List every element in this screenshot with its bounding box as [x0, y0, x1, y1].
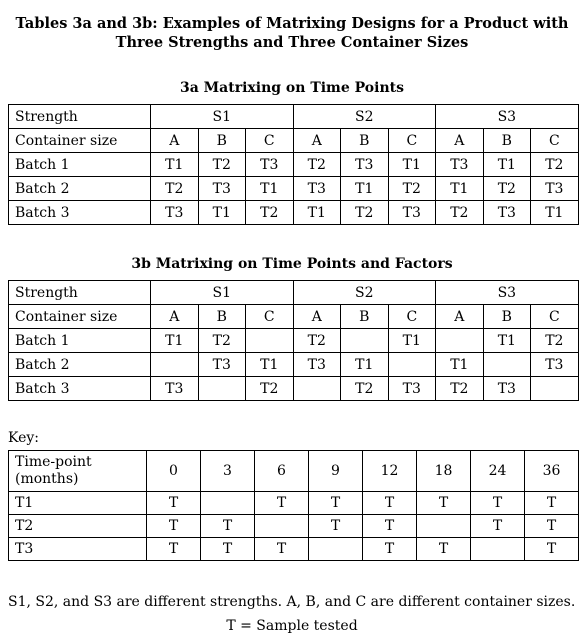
container-row [9, 129, 579, 153]
strength-header: S3 [436, 105, 579, 129]
sample-tested-cell: T [147, 492, 201, 515]
container-header: C [388, 305, 436, 329]
time-point-cell: T3 [246, 153, 294, 177]
strength-header: S1 [151, 281, 294, 305]
sample-tested-cell: T [363, 515, 417, 538]
time-point-cell: T3 [293, 177, 341, 201]
table-3b [8, 280, 579, 401]
month-header: 36 [525, 451, 579, 492]
batch-label: Batch 3 [9, 377, 151, 401]
container-header: A [293, 129, 341, 153]
sample-tested-cell [201, 492, 255, 515]
time-point-cell: T2 [246, 377, 294, 401]
time-point-cell: T3 [293, 353, 341, 377]
time-point-cell: T3 [151, 377, 199, 401]
strength-header: S2 [293, 105, 436, 129]
container-row [9, 305, 579, 329]
document-title: Tables 3a and 3b: Examples of Matrixing Designs for a Product with Three Strengths and Three Container Sizes [15, 15, 569, 51]
time-point-cell: T1 [246, 177, 294, 201]
time-point-cell: T3 [436, 153, 484, 177]
month-header: 3 [201, 451, 255, 492]
month-header: 12 [363, 451, 417, 492]
container-header: B [198, 305, 246, 329]
container-header: C [246, 129, 294, 153]
batch-row [9, 177, 579, 201]
time-point-cell: T2 [388, 177, 436, 201]
time-point-cell: T1 [436, 177, 484, 201]
batch-row [9, 329, 579, 353]
container-header: A [151, 129, 199, 153]
batch-label: Batch 2 [9, 353, 151, 377]
sample-tested-cell: T [309, 492, 363, 515]
table-3a [8, 104, 579, 225]
time-point-cell: T2 [246, 201, 294, 225]
key-row [9, 492, 579, 515]
time-point-cell [198, 377, 246, 401]
table-3b-subtitle: 3b Matrixing on Time Points and Factors [131, 256, 453, 272]
time-point-cell: T3 [151, 201, 199, 225]
container-header: A [436, 129, 484, 153]
time-point-cell: T1 [483, 329, 531, 353]
time-point-cell: T2 [293, 153, 341, 177]
table-3a-subtitle: 3a Matrixing on Time Points [180, 80, 404, 96]
time-point-cell: T1 [436, 353, 484, 377]
key-label: Key: [8, 430, 39, 446]
month-header: 6 [255, 451, 309, 492]
batch-label: Batch 1 [9, 329, 151, 353]
time-point-cell: T1 [483, 153, 531, 177]
time-point-cell: T3 [198, 353, 246, 377]
time-point-cell: T1 [341, 177, 389, 201]
time-point-cell: T3 [483, 377, 531, 401]
sample-tested-cell: T [255, 538, 309, 561]
time-point-cell [341, 329, 389, 353]
batch-row [9, 353, 579, 377]
month-header: 9 [309, 451, 363, 492]
strength-label: Strength [9, 105, 151, 129]
key-table [8, 450, 579, 561]
time-point-cell: T2 [151, 177, 199, 201]
time-point-cell: T1 [388, 329, 436, 353]
batch-label: Batch 3 [9, 201, 151, 225]
key-row [9, 515, 579, 538]
time-point-cell: T1 [341, 353, 389, 377]
container-header: C [246, 305, 294, 329]
time-point-label: Time-point (months) [9, 451, 147, 492]
container-header: B [341, 129, 389, 153]
sample-tested-cell: T [525, 515, 579, 538]
time-point-cell [436, 329, 484, 353]
time-point-cell: T2 [483, 177, 531, 201]
container-label: Container size [9, 129, 151, 153]
strength-header: S1 [151, 105, 294, 129]
container-header: C [531, 305, 579, 329]
batch-label: Batch 2 [9, 177, 151, 201]
strength-row [9, 105, 579, 129]
time-point-cell: T2 [198, 153, 246, 177]
sample-tested-cell: T [471, 492, 525, 515]
key-note: T = Sample tested [226, 618, 358, 634]
time-point-cell: T1 [151, 329, 199, 353]
time-point-cell: T3 [531, 353, 579, 377]
month-header: 0 [147, 451, 201, 492]
month-header: 18 [417, 451, 471, 492]
strength-row [9, 281, 579, 305]
time-point-cell: T1 [293, 201, 341, 225]
key-row-label: T1 [9, 492, 147, 515]
sample-tested-cell [471, 538, 525, 561]
time-point-cell: T1 [198, 201, 246, 225]
time-point-cell: T3 [341, 153, 389, 177]
key-row-label: T2 [9, 515, 147, 538]
container-header: A [293, 305, 341, 329]
sample-tested-cell: T [471, 515, 525, 538]
time-point-cell: T1 [246, 353, 294, 377]
time-point-cell [151, 353, 199, 377]
time-point-cell: T3 [531, 177, 579, 201]
sample-tested-cell: T [201, 538, 255, 561]
batch-label: Batch 1 [9, 153, 151, 177]
time-point-cell: T3 [198, 177, 246, 201]
month-header: 24 [471, 451, 525, 492]
batch-row [9, 377, 579, 401]
container-header: C [531, 129, 579, 153]
time-point-cell [531, 377, 579, 401]
strength-label: Strength [9, 281, 151, 305]
sample-tested-cell: T [417, 538, 471, 561]
key-header-row [9, 451, 579, 492]
container-header: B [341, 305, 389, 329]
footnote: S1, S2, and S3 are different strengths. A, B, and C are different container sizes. [8, 594, 576, 610]
time-point-cell: T1 [531, 201, 579, 225]
container-header: B [483, 129, 531, 153]
container-label: Container size [9, 305, 151, 329]
key-row [9, 538, 579, 561]
time-point-cell: T2 [531, 329, 579, 353]
time-point-cell [483, 353, 531, 377]
strength-header: S3 [436, 281, 579, 305]
container-header: A [151, 305, 199, 329]
sample-tested-cell: T [201, 515, 255, 538]
strength-header: S2 [293, 281, 436, 305]
container-header: B [198, 129, 246, 153]
container-header: B [483, 305, 531, 329]
time-point-cell [293, 377, 341, 401]
sample-tested-cell: T [309, 515, 363, 538]
time-point-cell [388, 353, 436, 377]
sample-tested-cell: T [417, 492, 471, 515]
sample-tested-cell: T [255, 492, 309, 515]
sample-tested-cell [309, 538, 363, 561]
time-point-cell: T2 [531, 153, 579, 177]
batch-row [9, 153, 579, 177]
time-point-cell: T3 [388, 377, 436, 401]
time-point-cell: T2 [198, 329, 246, 353]
time-point-cell: T1 [388, 153, 436, 177]
time-point-cell: T2 [341, 377, 389, 401]
sample-tested-cell [255, 515, 309, 538]
batch-row [9, 201, 579, 225]
time-point-cell: T3 [483, 201, 531, 225]
sample-tested-cell: T [525, 492, 579, 515]
sample-tested-cell: T [147, 515, 201, 538]
sample-tested-cell: T [363, 492, 417, 515]
key-row-label: T3 [9, 538, 147, 561]
time-point-cell: T2 [436, 377, 484, 401]
time-point-cell: T3 [388, 201, 436, 225]
sample-tested-cell: T [525, 538, 579, 561]
container-header: C [388, 129, 436, 153]
time-point-cell: T1 [151, 153, 199, 177]
sample-tested-cell: T [363, 538, 417, 561]
container-header: A [436, 305, 484, 329]
time-point-cell: T2 [293, 329, 341, 353]
time-point-cell: T2 [341, 201, 389, 225]
time-point-cell [246, 329, 294, 353]
time-point-cell: T2 [436, 201, 484, 225]
sample-tested-cell [417, 515, 471, 538]
sample-tested-cell: T [147, 538, 201, 561]
